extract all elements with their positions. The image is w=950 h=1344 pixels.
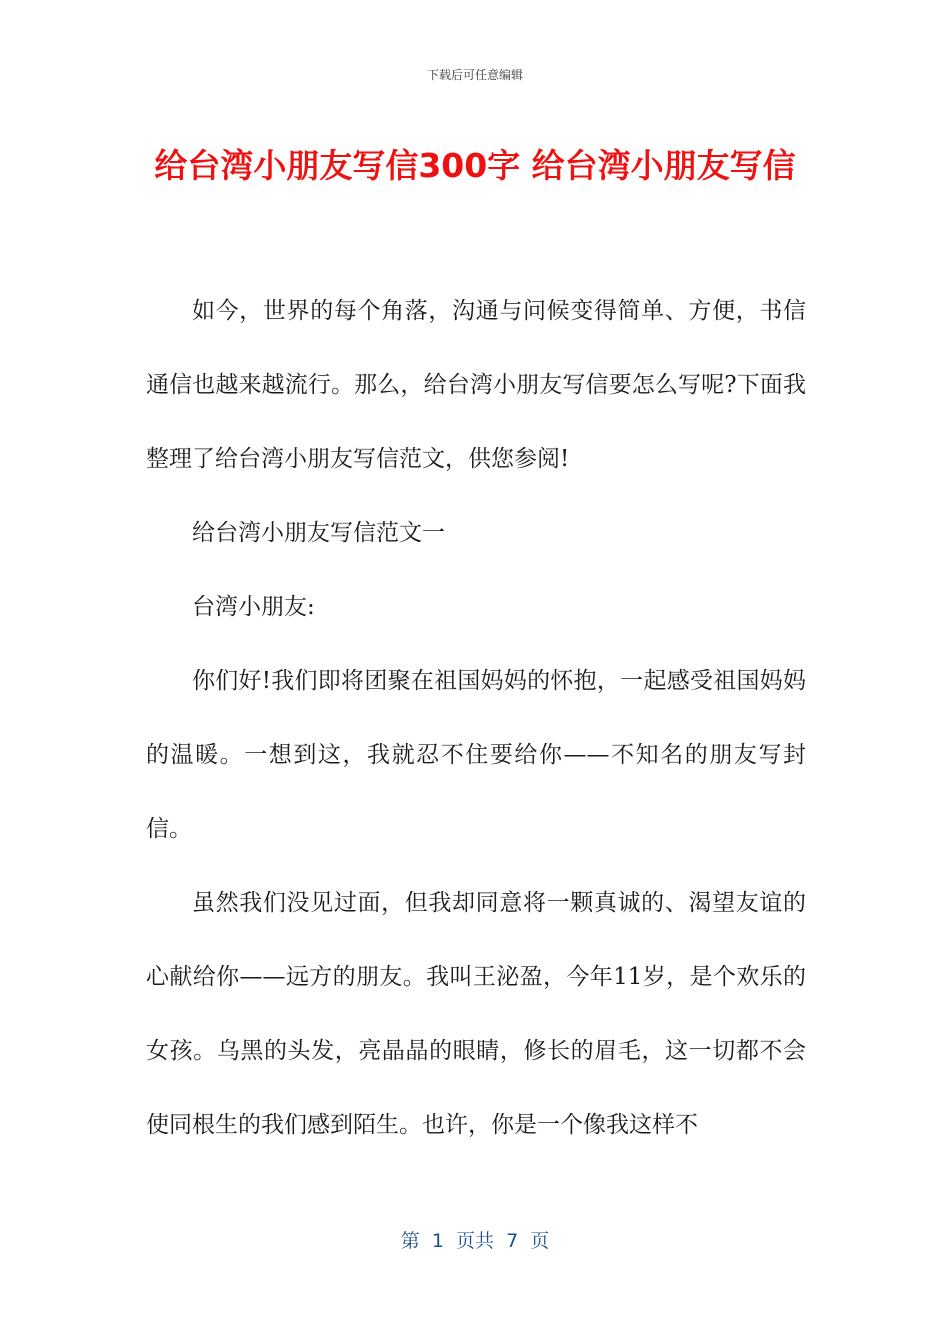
- paragraph-greeting: 你们好!我们即将团聚在祖国妈妈的怀抱，一起感受祖国妈妈的温暖。一想到这，我就忍不住要给你——不知名的朋友写封信。: [146, 668, 806, 842]
- page-footer: 第 1 页共 7 页: [400, 1230, 550, 1252]
- page-header-note: 下载后可任意编辑: [426, 68, 523, 82]
- paragraph-sample-heading: 给台湾小朋友写信范文一: [192, 520, 445, 546]
- document-body: [146, 274, 806, 1162]
- document-title: 给台湾小朋友写信300字 给台湾小朋友写信: [154, 146, 796, 185]
- paragraph-self-intro: 虽然我们没见过面，但我却同意将一颗真诚的、渴望友谊的心献给你——远方的朋友。我叫王泌盈，今年11岁，是个欢乐的女孩。乌黑的头发，亮晶晶的眼睛，修长的眉毛，这一切都不会使同根生的我们感到陌生。也许，你是一个像我这样不: [146, 890, 806, 1138]
- paragraph-intro: 如今，世界的每个角落，沟通与问候变得简单、方便，书信通信也越来越流行。那么，给台湾小朋友写信要怎么写呢?下面我整理了给台湾小朋友写信范文，供您参阅!: [146, 298, 806, 472]
- paragraph-salutation: 台湾小朋友:: [192, 594, 315, 620]
